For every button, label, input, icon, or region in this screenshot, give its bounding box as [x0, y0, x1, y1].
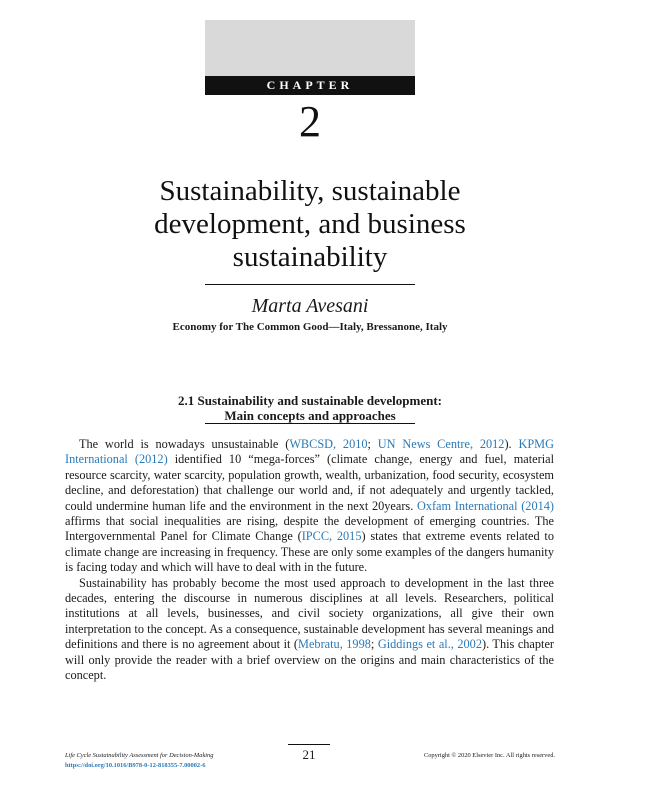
text-run: Sustainability has probably become the most used approach to development in the last three decades, entering the discourse in numerous disciplines at all levels. Researchers, political institutions at all levels, businesses, and civil society organizations, all give their own interpretation to the concept. As a consequence, sustainable development has several meanings and definitions and there is no agreement about it (: [65, 575, 554, 652]
paragraph-2: [65, 576, 554, 684]
footer-book-info: [65, 751, 213, 771]
title-line-3: sustainability: [232, 241, 388, 273]
footer-divider: [288, 744, 330, 745]
page-number: 21: [302, 747, 316, 762]
text-run: ) states that extreme events related to climate change are increasing in frequency. These are only some examples of the dangers humanity is facing today and which will have to deal with in the future.: [65, 529, 554, 575]
chapter-title: [100, 175, 520, 274]
chapter-label: CHAPTER: [205, 76, 415, 95]
section-heading-line-2: Main concepts and approaches: [224, 408, 396, 423]
text-run: ). This chapter will only provide the reader with a brief overview on the origins and main characteristics of the concept.: [65, 637, 554, 683]
text-run: ;: [370, 637, 378, 652]
citation-link[interactable]: UN News Centre, 2012: [377, 437, 505, 451]
body-text: [65, 437, 554, 684]
section-heading-line-1: Sustainability and sustainable development:: [197, 393, 443, 408]
copyright-notice: Copyright © 2020 Elsevier Inc. All rights reserved.: [423, 752, 555, 759]
text-run: The world is nowadays unsustainable (: [79, 437, 290, 451]
doi-link[interactable]: https://doi.org/10.1016/B978-0-12-818355-7.00002-6: [65, 762, 206, 769]
text-run: ).: [504, 437, 519, 451]
text-run: identified 10 “mega-forces” (climate change, energy and fuel, material resource scarcity, water scarcity, population growth, wealth, urbanization, food security, ecosystem decline, and deforestation) that challenge our world and, if not adequately and urgently tackled, could undermine human life and the environment in the next 20years.: [65, 452, 554, 513]
title-line-2: development, and business: [154, 208, 466, 240]
chapter-header-block: [205, 20, 415, 76]
text-run: affirms that social inequalities are rising, despite the development of emerging countries. The Intergovernmental Panel for Climate Change (: [65, 514, 554, 544]
author-name: Marta Avesani: [251, 295, 369, 317]
author-affiliation: Economy for The Common Good—Italy, Bressanone, Italy: [172, 321, 448, 333]
section-heading: [130, 393, 490, 423]
citation-link[interactable]: Mebratu, 1998: [298, 637, 371, 652]
section-number: 2.1: [177, 393, 195, 408]
text-run: ;: [367, 437, 378, 451]
book-title: Life Cycle Sustainability Assessment for Decision-Making: [65, 752, 214, 759]
citation-link[interactable]: Oxfam International (2014): [416, 498, 554, 513]
citation-link[interactable]: KPMG International (2012): [65, 437, 554, 467]
citation-link[interactable]: IPCC, 2015: [301, 529, 362, 544]
paragraph-1: [65, 437, 554, 576]
citation-link[interactable]: Giddings et al., 2002: [377, 637, 482, 652]
title-divider: [205, 284, 415, 285]
chapter-number: 2: [299, 97, 321, 146]
title-line-1: Sustainability, sustainable: [159, 175, 461, 207]
section-divider: [205, 423, 415, 424]
citation-link[interactable]: WBCSD, 2010: [289, 437, 368, 451]
